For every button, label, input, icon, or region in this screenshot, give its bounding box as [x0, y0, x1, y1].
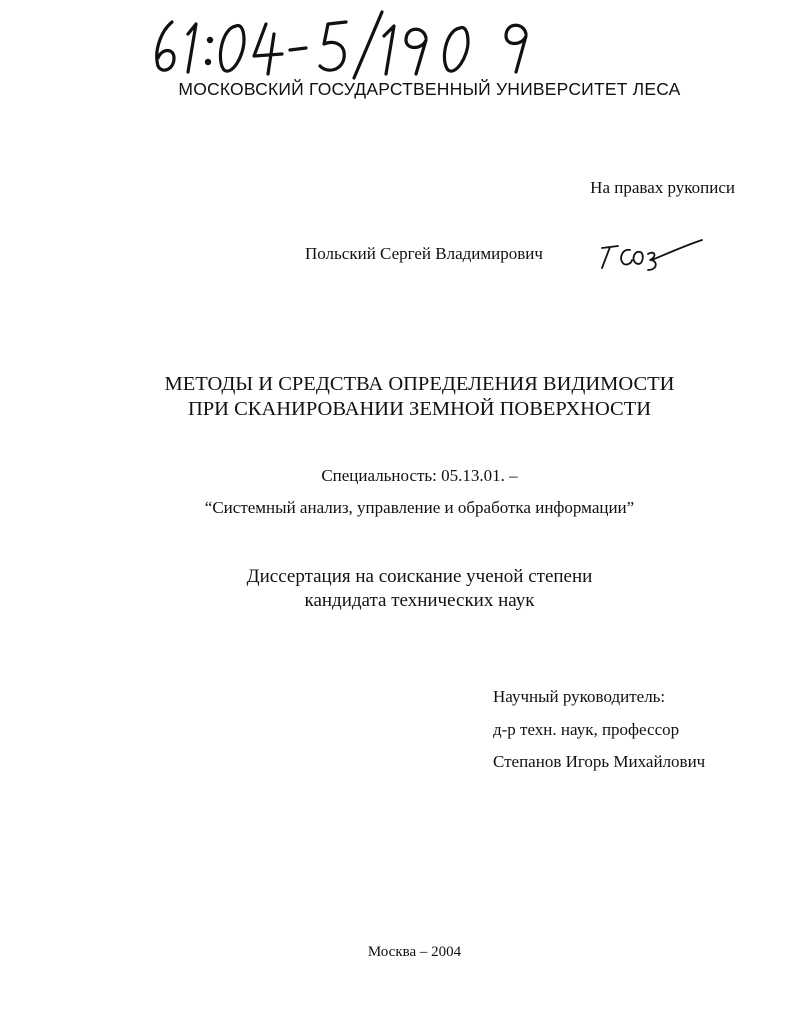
title-line-1: МЕТОДЫ И СРЕДСТВА ОПРЕДЕЛЕНИЯ ВИДИМОСТИ: [164, 373, 675, 395]
thesis-statement: [0, 565, 799, 613]
author-name: Польский Сергей Владимирович: [305, 244, 543, 263]
title-line-2: ПРИ СКАНИРОВАНИИ ЗЕМНОЙ ПОВЕРХНОСТИ: [187, 398, 652, 420]
specialty-name: “Системный анализ, управление и обработка информации”: [204, 498, 635, 517]
thesis-line-2: кандидата технических наук: [304, 590, 535, 611]
supervisor-label: Научный руководитель:: [493, 687, 666, 706]
specialty-code: Специальность: 05.13.01. –: [321, 466, 518, 485]
thesis-line-1: Диссертация на соискание ученой степени: [246, 566, 593, 587]
supervisor-degree: д-р техн. наук, профессор: [493, 720, 680, 739]
university-name: МОСКОВСКИЙ ГОСУДАРСТВЕННЫЙ УНИВЕРСИТЕТ ЛЕСА: [178, 79, 681, 99]
author-signature: [592, 236, 704, 276]
city-year: Москва – 2004: [367, 944, 462, 960]
dissertation-title: [0, 372, 799, 422]
handwritten-archive-number: [150, 12, 550, 78]
manuscript-rights-note: На правах рукописи: [590, 178, 735, 197]
supervisor-name: Степанов Игорь Михайлович: [493, 752, 706, 771]
